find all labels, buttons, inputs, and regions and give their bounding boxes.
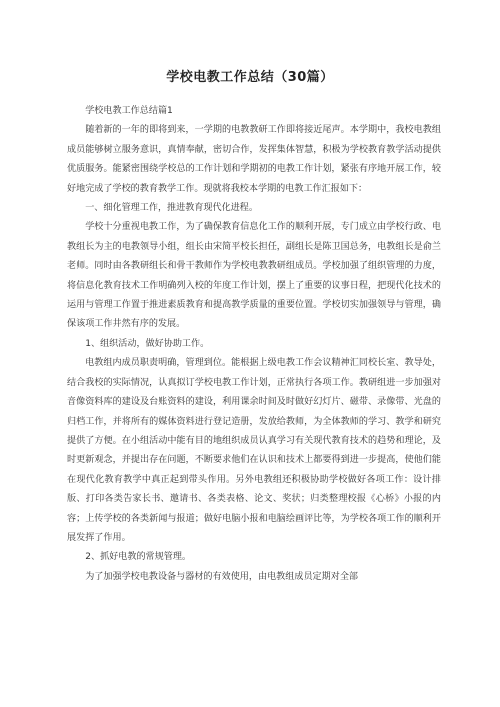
paragraph: 为了加强学校电教设备与器材的有效使用，由电教组成员定期对全部 bbox=[85, 571, 359, 582]
paragraph: 1、组织活动，做好协助工作。 bbox=[85, 338, 210, 349]
document-body bbox=[67, 102, 441, 587]
section-subtitle: 学校电教工作总结篇1 bbox=[85, 106, 173, 116]
document-title: 学校电教工作总结（30篇） bbox=[166, 70, 334, 85]
paragraph: 学校十分重视电教工作，为了确保教育信息化工作的顺利开展，专门成立由学校行政、电教组长为主的电教领导小组，组长由宋简平校长担任，副组长是陈卫国总务，电教组长是俞兰老师。同时由各教研组长和骨干教师作为学校电教教研组成员。学校加强了组织管理的力度，将信息化教育技术工作明确列入校的年度工作计划，摆上了重要的议事日程，把现代化技术的运用与管理工作置于推进素质教育和提高教学质量的重要位置。学校切实加强领导与管理，确保该项工作井然有序的发展。 bbox=[67, 222, 441, 330]
paragraph: 电教组内成员职责明确，管理到位。能根据上级电教工作会议精神汇同校长室、教导处，结合我校的实际情况，认真拟订学校电教工作计划，正常执行各项工作。教研组进一步加强对音像资料库的建设及台账资料的建设，利用课余时间及时做好幻灯片、磁带、录像带、光盘的归档工作，并将所有的媒体资料进行登记造册，发放给教师，为全体教师的学习、教学和研究提供了方便。在小组活动中能有目的地组织成员认真学习有关现代教育技术的趋势和理论，及时更新观念，并提出存在问题，不断要求他们在认识和技术上都要得到进一步提高，使他们能在现代化教育教学中真正起到带头作用。另外电教组还积极协助学校做好各项工作：设计排版、打印各类告家长书、邀请书、各类表格、论文、奖状；归类整理校报《心桥》小报的内容；上传学校的各类新闻与报道；做好电脑小报和电脑绘画评比等，为学校各项工作的顺利开展发挥了作用。 bbox=[67, 358, 441, 543]
paragraph: 随着新的一年的即将到来，一学期的电教教研工作即将接近尾声。本学期中，我校电教组成员能够树立服务意识，真情奉献，密切合作，发挥集体智慧，积极为学校教育教学活动提供优质服务。能紧密围绕学校总的工作计划和学期初的电教工作计划，紧张有序地开展工作，较好地完成了学校的教育教学工作。现就将我校本学期的电教工作汇报如下： bbox=[67, 125, 441, 194]
paragraph: 一、细化管理工作，推进教育现代化进程。 bbox=[85, 203, 258, 214]
paragraph: 2、抓好电教的常规管理。 bbox=[85, 552, 192, 563]
